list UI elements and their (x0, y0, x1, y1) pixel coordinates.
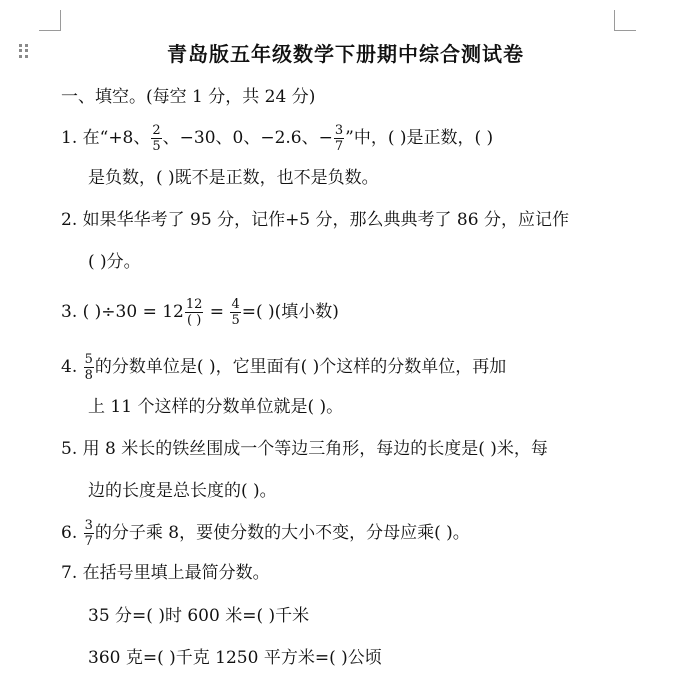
question-4-line-1 (61, 353, 506, 382)
question-7-line-2: 35 分=( )时 600 米=( )千米 (88, 606, 310, 626)
question-2-line-1: 2. 如果华华考了 95 分，记作+5 分，那么典典考了 86 分，应记作 (61, 210, 569, 230)
section-heading: 一、填空。(每空 1 分，共 24 分) (61, 87, 316, 107)
q1-f2-num: 3 (334, 123, 344, 138)
q4-text-b: 的分数单位是( )，它里面有( )个这样的分数单位，再加 (94, 357, 507, 377)
document-title: 青岛版五年级数学下册期中综合测试卷 (167, 42, 524, 66)
question-7-line-1: 7. 在括号里填上最简分数。 (61, 563, 270, 583)
q3-text-c: =( )(填小数) (241, 302, 339, 322)
q3-f1-num: 12 (185, 297, 203, 312)
q3-fraction-1 (185, 298, 204, 327)
q1-f1-num: 2 (152, 123, 161, 138)
q1-text-a: 1. 在“+8、 (61, 128, 151, 148)
q6-text-b: 的分子乘 8，要使分数的大小不变，分母应乘( )。 (94, 523, 470, 543)
q4-fraction-1 (84, 353, 94, 382)
q1-text-c: ”中，( )是正数，( ) (345, 128, 494, 148)
q1-f1-den: 5 (152, 139, 161, 154)
question-4-line-2: 上 11 个这样的分数单位就是( )。 (88, 397, 344, 417)
q3-f2-num: 4 (231, 297, 240, 312)
q4-f1-num: 5 (84, 352, 93, 367)
q6-f1-num: 3 (84, 518, 93, 533)
q3-fraction-2 (230, 298, 240, 327)
q3-text-b: = (204, 302, 230, 322)
q1-text-b: 、−30、0、−2.6、− (162, 128, 333, 148)
crop-mark-top-left (39, 10, 61, 31)
q3-f1-den: ( ) (186, 313, 202, 328)
question-7-line-3: 360 克=( )千克 1250 平方米=( )公顷 (88, 648, 382, 668)
question-2-line-2: ( )分。 (88, 252, 141, 272)
q4-f1-den: 8 (84, 368, 93, 383)
q6-fraction-1 (84, 519, 94, 548)
crop-mark-top-right (614, 10, 636, 31)
q3-f2-den: 5 (231, 313, 240, 328)
question-1-line-1 (61, 124, 493, 153)
q1-f2-den: 7 (334, 139, 344, 154)
q6-text-a: 6. (61, 523, 83, 543)
q3-text-a: 3. ( )÷30 = 12 (61, 302, 184, 322)
q6-f1-den: 7 (84, 534, 93, 549)
question-6 (61, 519, 470, 548)
question-5-line-2: 边的长度是总长度的( )。 (88, 481, 277, 501)
q4-text-a: 4. (61, 357, 83, 377)
question-1-line-2: 是负数，( )既不是正数，也不是负数。 (88, 168, 379, 188)
q1-fraction-2 (334, 124, 344, 153)
question-5-line-1: 5. 用 8 米长的铁丝围成一个等边三角形，每边的长度是( )米，每 (61, 439, 548, 459)
q1-fraction-1 (151, 124, 161, 153)
question-3 (61, 298, 339, 327)
